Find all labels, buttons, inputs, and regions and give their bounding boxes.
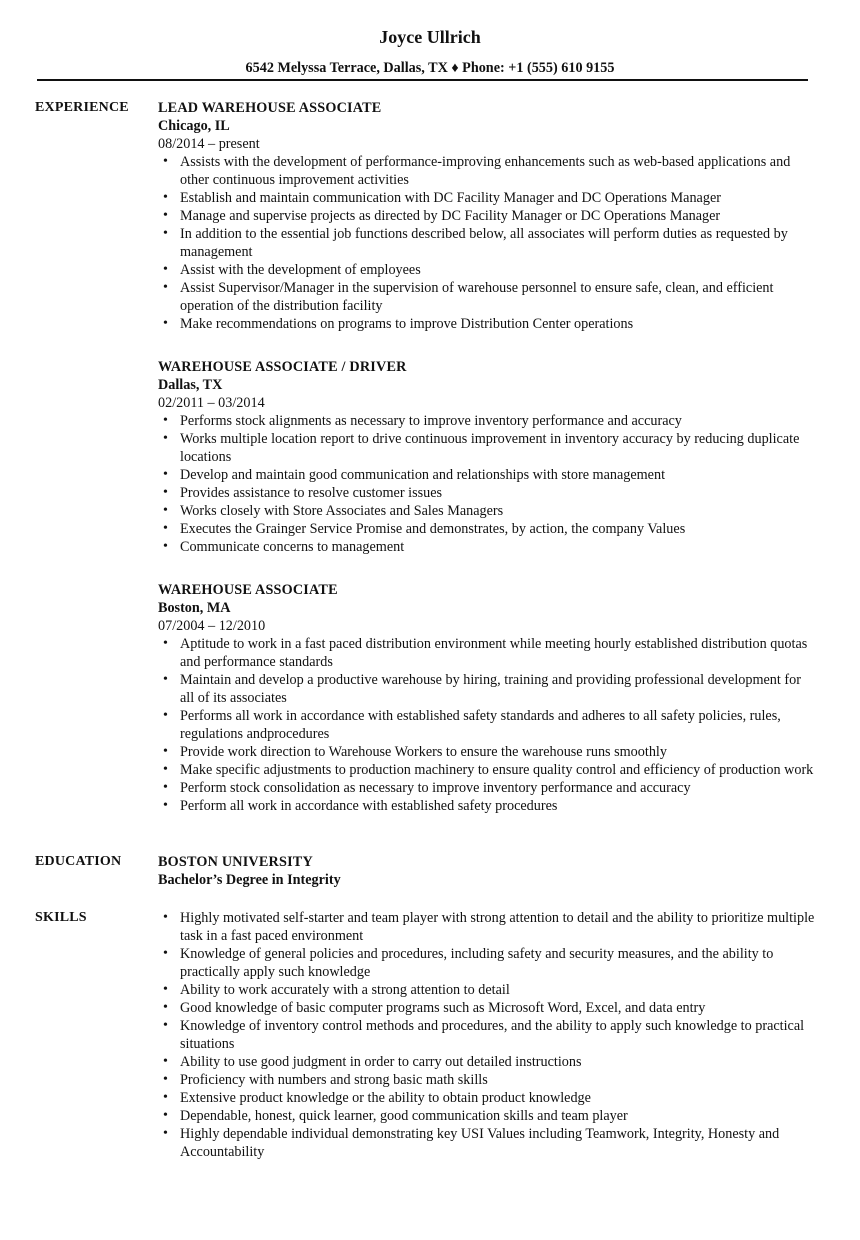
skill-item: • Knowledge of general policies and procedures, including safety and security measures, and the ability to practically apply such knowledge <box>158 945 818 981</box>
job-bullet: • Assists with the development of performance-improving enhancements such as web-based applications and other continuous improvement activities <box>158 153 818 189</box>
job-bullet: • Performs stock alignments as necessary to improve inventory performance and accuracy <box>158 412 818 430</box>
education-section-label: EDUCATION <box>35 854 122 869</box>
job-bullet: • Provide work direction to Warehouse Workers to ensure the warehouse runs smoothly <box>158 743 818 761</box>
skill-item: • Highly dependable individual demonstrating key USI Values including Teamwork, Integrity, Honesty and Accountability <box>158 1125 818 1161</box>
job-bullet: • Develop and maintain good communication and relationships with store management <box>158 466 818 484</box>
degree: Bachelor’s Degree in Integrity <box>158 872 341 888</box>
job-bullet: • Works multiple location report to drive continuous improvement in inventory accuracy by reducing duplicate locations <box>158 430 818 466</box>
job-dates: 08/2014 – present <box>158 136 260 152</box>
job-bullet: • Performs all work in accordance with established safety standards and adheres to all safety policies, rules, regulations andprocedures <box>158 707 818 743</box>
skill-item: • Highly motivated self-starter and team player with strong attention to detail and the ability to prioritize multiple task in a fast paced environment <box>158 909 818 945</box>
job-bullets <box>158 412 818 556</box>
job-bullet: • Establish and maintain communication with DC Facility Manager and DC Operations Manager <box>158 189 818 207</box>
skill-item: • Dependable, honest, quick learner, good communication skills and team player <box>158 1107 818 1125</box>
job-bullet: • Provides assistance to resolve customer issues <box>158 484 818 502</box>
job-bullet: • Works closely with Store Associates and Sales Managers <box>158 502 818 520</box>
education-section <box>158 853 818 889</box>
skills-section <box>158 909 818 1161</box>
job-bullet: • Perform all work in accordance with established safety procedures <box>158 797 818 815</box>
job-bullet: • Aptitude to work in a fast paced distribution environment while meeting hourly established distribution quotas and performance standards <box>158 635 818 671</box>
job-location: Chicago, IL <box>158 118 230 134</box>
job-bullet: • Maintain and develop a productive warehouse by hiring, training and providing professional development for all of its associates <box>158 671 818 707</box>
job-bullet: • In addition to the essential job functions described below, all associates will perform duties as requested by management <box>158 225 818 261</box>
job-bullets <box>158 153 818 333</box>
skill-item: • Ability to use good judgment in order to carry out detailed instructions <box>158 1053 818 1071</box>
job-bullet: • Make recommendations on programs to improve Distribution Center operations <box>158 315 818 333</box>
resume-header <box>0 26 860 48</box>
candidate-name: Joyce Ullrich <box>379 27 481 47</box>
skill-item: • Ability to work accurately with a strong attention to detail <box>158 981 818 999</box>
job-location: Boston, MA <box>158 600 231 616</box>
skill-item: • Good knowledge of basic computer programs such as Microsoft Word, Excel, and data entry <box>158 999 818 1017</box>
job-title: WAREHOUSE ASSOCIATE / DRIVER <box>158 359 407 375</box>
skill-item: • Proficiency with numbers and strong basic math skills <box>158 1071 818 1089</box>
job-entry <box>158 99 818 333</box>
header-divider <box>37 79 808 81</box>
school-name: BOSTON UNIVERSITY <box>158 854 313 870</box>
job-bullet: • Perform stock consolidation as necessary to improve inventory performance and accuracy <box>158 779 818 797</box>
job-title: WAREHOUSE ASSOCIATE <box>158 582 338 598</box>
job-bullet: • Executes the Grainger Service Promise and demonstrates, by action, the company Values <box>158 520 818 538</box>
contact-line: 6542 Melyssa Terrace, Dallas, TX ♦ Phone: +1 (555) 610 9155 <box>245 60 615 76</box>
job-bullet: • Communicate concerns to management <box>158 538 818 556</box>
job-bullet: • Assist with the development of employees <box>158 261 818 279</box>
job-bullet: • Assist Supervisor/Manager in the supervision of warehouse personnel to ensure safe, clean, and efficient operation of the distribution facility <box>158 279 818 315</box>
experience-section-label: EXPERIENCE <box>35 100 129 115</box>
job-bullet: • Manage and supervise projects as directed by DC Facility Manager or DC Operations Manager <box>158 207 818 225</box>
skill-item: • Extensive product knowledge or the ability to obtain product knowledge <box>158 1089 818 1107</box>
job-title: LEAD WAREHOUSE ASSOCIATE <box>158 100 382 116</box>
job-dates: 02/2011 – 03/2014 <box>158 395 265 411</box>
job-entry <box>158 581 818 815</box>
job-entry <box>158 358 818 556</box>
job-dates: 07/2004 – 12/2010 <box>158 618 266 634</box>
job-bullet: • Make specific adjustments to production machinery to ensure quality control and efficiency of production work <box>158 761 818 779</box>
job-bullets <box>158 635 818 815</box>
job-location: Dallas, TX <box>158 377 223 393</box>
skill-item: • Knowledge of inventory control methods and procedures, and the ability to apply such knowledge to practical situations <box>158 1017 818 1053</box>
experience-section <box>158 99 818 840</box>
skills-section-label: SKILLS <box>35 910 87 925</box>
skills-list <box>158 909 818 1161</box>
